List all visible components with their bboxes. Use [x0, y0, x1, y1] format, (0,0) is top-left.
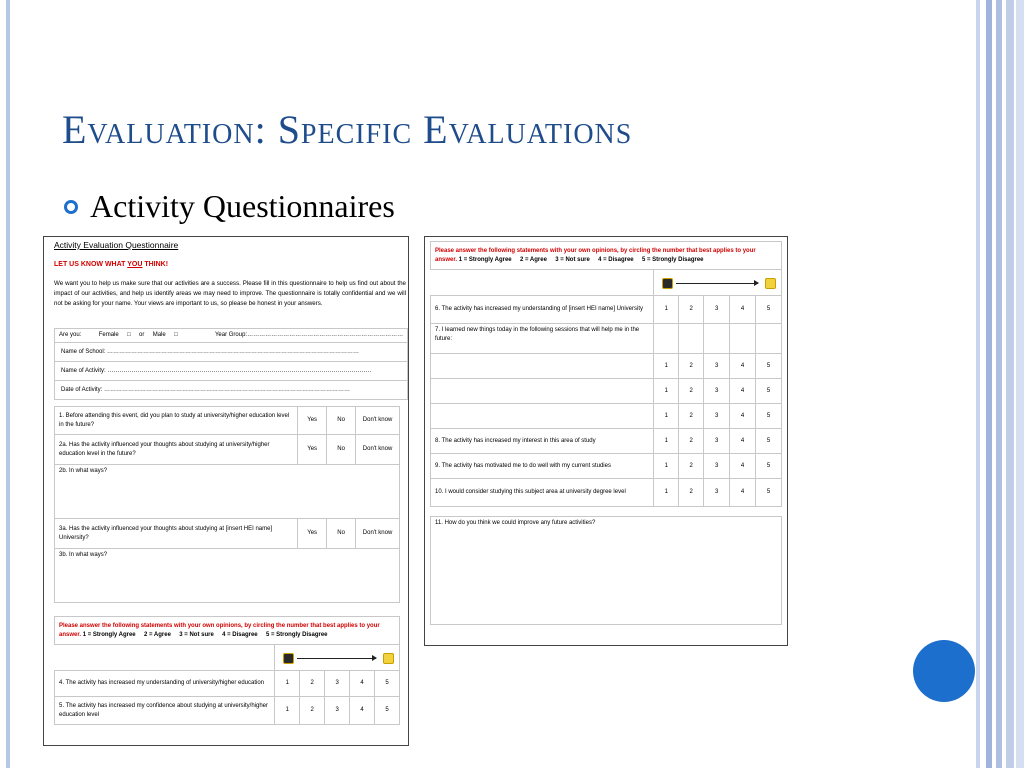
- question-2b[interactable]: 2b. In what ways?: [55, 465, 400, 519]
- statement-7: 7. I learned new things today in the following sessions that will help me in the future:: [431, 324, 654, 354]
- subtitle-part: LET US KNOW WHAT: [54, 261, 128, 268]
- empty-cell: [704, 324, 730, 354]
- frame-right-stripe: [976, 0, 980, 768]
- scale-option[interactable]: 4: [730, 296, 756, 324]
- scale-option[interactable]: 3: [325, 697, 350, 725]
- answer-no[interactable]: No: [327, 435, 356, 465]
- subtitle-part: THINK!: [142, 261, 169, 268]
- scale-faces: [654, 270, 782, 296]
- answer-yes[interactable]: Yes: [298, 519, 327, 549]
- empty-cell: [654, 324, 679, 354]
- empty-cell: [679, 324, 704, 354]
- scale-option[interactable]: 4: [730, 454, 756, 479]
- answer-dont-know[interactable]: Don't know: [356, 407, 400, 435]
- scale-option[interactable]: 2: [679, 354, 704, 379]
- scale-option[interactable]: 4: [730, 404, 756, 429]
- statement-10: 10. I would consider studying this subject area at university degree level: [431, 479, 654, 507]
- scale-option[interactable]: 4: [730, 479, 756, 507]
- scale-option[interactable]: 3: [704, 479, 730, 507]
- scale-option[interactable]: 3: [704, 454, 730, 479]
- scale-option[interactable]: 3: [704, 296, 730, 324]
- session-entry[interactable]: [431, 354, 654, 379]
- bullet-text: Activity Questionnaires: [90, 188, 395, 224]
- empty-cell: [756, 324, 782, 354]
- scale-option[interactable]: 1: [654, 479, 679, 507]
- scale-option[interactable]: 4: [730, 379, 756, 404]
- scale-option[interactable]: 4: [730, 429, 756, 454]
- school-field[interactable]: Name of School: ………………………………………………………………………………………………………………: [55, 343, 408, 362]
- scale-legend: 1 = Strongly Agree 2 = Agree 3 = Not sure 4 = Disagree 5 = Strongly Disagree: [82, 631, 328, 638]
- scale-option[interactable]: 1: [654, 379, 679, 404]
- scale-option[interactable]: 5: [756, 354, 782, 379]
- answer-yes[interactable]: Yes: [298, 435, 327, 465]
- question-3a: 3a. Has the activity influenced your thoughts about studying at [insert HEI name] University?: [55, 519, 298, 549]
- sad-face-icon: [283, 653, 294, 664]
- year-group-field[interactable]: Year Group:……………………………………………………………………: [214, 332, 404, 338]
- scale-option[interactable]: 5: [756, 429, 782, 454]
- scale-option[interactable]: 1: [275, 671, 300, 697]
- scale-option[interactable]: 5: [756, 479, 782, 507]
- scale-option[interactable]: 2: [300, 697, 325, 725]
- scale-option[interactable]: 2: [679, 429, 704, 454]
- scale-arrow-icon: [297, 658, 376, 659]
- scale-header-blank: [55, 645, 275, 671]
- scale-option[interactable]: 3: [704, 379, 730, 404]
- bullet-icon: [64, 200, 78, 214]
- or-label: or: [139, 332, 145, 338]
- statement-4: 4. The activity has increased my understanding of university/higher education: [55, 671, 275, 697]
- scale-option[interactable]: 5: [375, 671, 400, 697]
- scale-option[interactable]: 5: [756, 296, 782, 324]
- frame-right-stripe: [996, 0, 1002, 768]
- answer-yes[interactable]: Yes: [298, 407, 327, 435]
- statement-8: 8. The activity has increased my interest in this area of study: [431, 429, 654, 454]
- answer-dont-know[interactable]: Don't know: [356, 519, 400, 549]
- question-2a: 2a. Has the activity influenced your thoughts about studying at university/higher education level in the future?: [55, 435, 298, 465]
- scale-option[interactable]: 3: [325, 671, 350, 697]
- scale-option[interactable]: 2: [679, 296, 704, 324]
- scale-option[interactable]: 2: [679, 379, 704, 404]
- empty-cell: [730, 324, 756, 354]
- instructions-text: Please answer the following statements with your own opinions, by circling the number that best applies to your answer.: [435, 247, 756, 263]
- scale-arrow-icon: [676, 283, 758, 284]
- statements-instructions: [431, 242, 782, 270]
- questionnaire-subtitle: [54, 261, 168, 268]
- scale-faces: [275, 645, 400, 671]
- decorative-circle: [913, 640, 975, 702]
- female-checkbox[interactable]: □: [127, 332, 131, 338]
- scale-option[interactable]: 2: [679, 404, 704, 429]
- frame-right-stripe: [1006, 0, 1014, 768]
- happy-face-icon: [765, 278, 776, 289]
- scale-option[interactable]: 1: [654, 296, 679, 324]
- scale-option[interactable]: 5: [375, 697, 400, 725]
- scale-option[interactable]: 1: [654, 454, 679, 479]
- right-statements-table: [430, 241, 782, 507]
- male-checkbox[interactable]: □: [174, 332, 178, 338]
- scale-option[interactable]: 4: [730, 354, 756, 379]
- scale-option[interactable]: 1: [275, 697, 300, 725]
- sad-face-icon: [662, 278, 673, 289]
- bullet-item: [64, 188, 395, 225]
- scale-option[interactable]: 1: [654, 404, 679, 429]
- statement-5: 5. The activity has increased my confidence about studying at university/higher education level: [55, 697, 275, 725]
- scale-option[interactable]: 3: [704, 354, 730, 379]
- scale-option[interactable]: 3: [704, 429, 730, 454]
- happy-face-icon: [383, 653, 394, 664]
- frame-right-stripe: [1016, 0, 1024, 768]
- gender-row: [55, 329, 408, 343]
- question-1: 1. Before attending this event, did you plan to study at university/higher education level in the future?: [55, 407, 298, 435]
- questionnaire-title: Activity Evaluation Questionnaire: [54, 240, 179, 250]
- answer-dont-know[interactable]: Don't know: [356, 435, 400, 465]
- statements-table: [54, 616, 400, 725]
- scale-legend: 1 = Strongly Agree 2 = Agree 3 = Not sure 4 = Disagree 5 = Strongly Disagree: [458, 256, 704, 263]
- scale-option[interactable]: 5: [756, 404, 782, 429]
- session-entry[interactable]: [431, 404, 654, 429]
- answer-no[interactable]: No: [327, 407, 356, 435]
- details-table: [54, 328, 408, 400]
- statement-9: 9. The activity has motivated me to do well with my current studies: [431, 454, 654, 479]
- scale-option[interactable]: 1: [654, 429, 679, 454]
- scale-option[interactable]: 2: [679, 479, 704, 507]
- subtitle-you: YOU: [127, 261, 143, 268]
- scale-option[interactable]: 2: [679, 454, 704, 479]
- scale-option[interactable]: 4: [350, 697, 375, 725]
- questions-table: [54, 406, 400, 603]
- statement-6: 6. The activity has increased my understanding of [insert HEI name] University: [431, 296, 654, 324]
- session-entry[interactable]: [431, 379, 654, 404]
- are-you-label: Are you:: [59, 332, 82, 338]
- scale-option[interactable]: 1: [654, 354, 679, 379]
- activity-field[interactable]: Name of Activity: ……………………………………………………………………………………………………………………: [55, 362, 408, 381]
- answer-no[interactable]: No: [327, 519, 356, 549]
- scale-header-blank: [431, 270, 654, 296]
- scale-option[interactable]: 5: [756, 454, 782, 479]
- questionnaire-intro: We want you to help us make sure that our activities are a success. Please fill in this questionnaire to help us find out about the impact of our activities, and help us identify areas we may need to improve. The questionnaire is totally confidential and we will not be asking for your name. Your views are important to us, so please be honest in your answers.: [54, 280, 406, 308]
- scale-option[interactable]: 5: [756, 379, 782, 404]
- scale-option[interactable]: 2: [300, 671, 325, 697]
- question-3b[interactable]: 3b. In what ways?: [55, 549, 400, 603]
- questionnaire-page-1: [43, 236, 409, 746]
- instructions-text: Please answer the following statements with your own opinions, by circling the number that best applies to your answer.: [59, 622, 380, 638]
- date-field[interactable]: Date of Activity: ……………………………………………………………………………………………………………: [55, 381, 408, 400]
- scale-option[interactable]: 4: [350, 671, 375, 697]
- slide-title: Evaluation: Specific Evaluations: [62, 107, 633, 152]
- scale-option[interactable]: 3: [704, 404, 730, 429]
- question-11[interactable]: 11. How do you think we could improve any future activities?: [431, 517, 782, 625]
- frame-right-stripe: [986, 0, 992, 768]
- frame-left-stripe: [6, 0, 10, 768]
- improvement-table: [430, 516, 782, 625]
- statements-instructions: [55, 617, 400, 645]
- female-label: Female: [98, 332, 119, 338]
- male-label: Male: [152, 332, 166, 338]
- questionnaire-page-2: [424, 236, 788, 646]
